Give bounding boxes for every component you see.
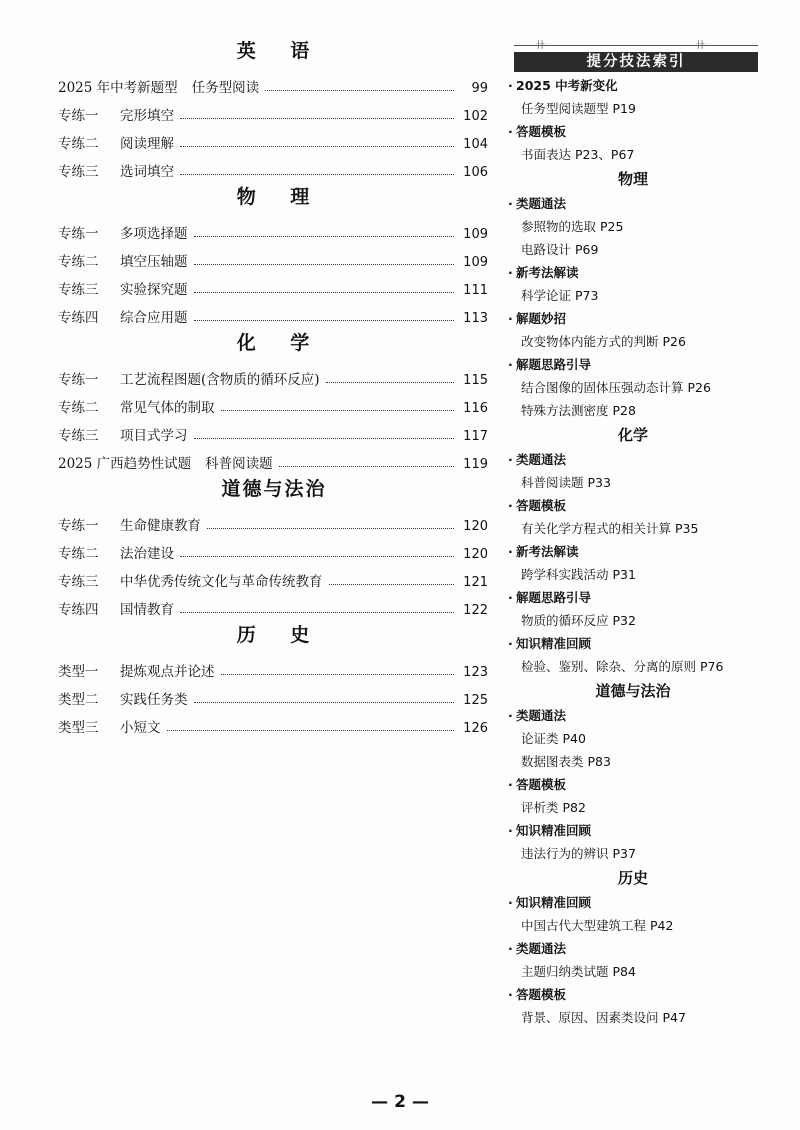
index-category bbox=[508, 494, 758, 517]
dot-leader bbox=[194, 292, 455, 293]
dot-leader bbox=[221, 410, 455, 411]
toc-row[interactable] bbox=[58, 242, 488, 270]
toc-title: 科普阅读题 bbox=[205, 456, 273, 472]
dot-leader bbox=[279, 466, 454, 467]
toc-title: 实践任务类 bbox=[120, 692, 188, 708]
category-label: 解题思路引导 bbox=[516, 590, 592, 605]
toc-page: 113 bbox=[463, 311, 488, 326]
index-item[interactable]: 中国古代大型建筑工程 P42 bbox=[521, 918, 674, 933]
bullet-icon: · bbox=[508, 196, 513, 211]
toc-label: 专练四 bbox=[58, 310, 99, 326]
toc-page: 115 bbox=[463, 373, 488, 388]
index-item[interactable]: 特殊方法测密度 P28 bbox=[521, 403, 636, 418]
toc-title: 常见气体的制取 bbox=[120, 400, 215, 416]
bullet-icon: · bbox=[508, 895, 513, 910]
toc-row[interactable] bbox=[58, 298, 488, 326]
toc-page: 102 bbox=[463, 109, 488, 124]
index-item[interactable]: 主题归纳类试题 P84 bbox=[521, 964, 636, 979]
toc-title: 阅读理解 bbox=[120, 136, 174, 152]
toc-label: 专练二 bbox=[58, 400, 99, 416]
toc-title: 项目式学习 bbox=[120, 428, 188, 444]
index-item[interactable]: 电路设计 P69 bbox=[521, 242, 599, 257]
dot-leader bbox=[221, 674, 455, 675]
category-label: 答题模板 bbox=[516, 987, 567, 1002]
toc-label: 专练一 bbox=[58, 226, 99, 242]
toc-title: 填空压轴题 bbox=[120, 254, 188, 270]
toc-title: 任务型阅读 bbox=[191, 80, 260, 96]
category-label: 答题模板 bbox=[516, 498, 567, 513]
index-category bbox=[508, 632, 758, 655]
category-label: 类题通法 bbox=[516, 196, 567, 211]
dot-leader bbox=[180, 174, 454, 175]
bullet-icon: · bbox=[508, 941, 513, 956]
index-item[interactable]: 有关化学方程式的相关计算 P35 bbox=[521, 521, 699, 536]
toc-label: 专练一 bbox=[58, 108, 99, 124]
toc-title: 中华优秀传统文化与革命传统教育 bbox=[120, 574, 323, 590]
toc-row[interactable] bbox=[58, 124, 488, 152]
bullet-icon: · bbox=[508, 708, 513, 723]
index-item[interactable]: 数据图表类 P83 bbox=[521, 754, 611, 769]
bullet-icon: · bbox=[508, 311, 513, 326]
toc-label: 专练三 bbox=[58, 164, 99, 180]
toc-label: 专练三 bbox=[58, 428, 99, 444]
toc-label: 专练三 bbox=[58, 574, 99, 590]
toc-label: 类型一 bbox=[58, 664, 99, 680]
toc-row[interactable] bbox=[58, 534, 488, 562]
index-groups bbox=[508, 74, 758, 1029]
toc-page: 111 bbox=[463, 283, 488, 298]
index-item[interactable]: 任务型阅读题型 P19 bbox=[521, 101, 636, 116]
category-label: 知识精准回顾 bbox=[516, 895, 592, 910]
bullet-icon: · bbox=[508, 777, 513, 792]
category-label: 解题思路引导 bbox=[516, 357, 592, 372]
section-heading: 道德与法治 bbox=[221, 478, 327, 500]
dot-leader bbox=[326, 382, 454, 383]
index-item[interactable]: 论证类 P40 bbox=[521, 731, 586, 746]
index-category bbox=[508, 120, 758, 143]
banner-deco-right: 卄 bbox=[696, 41, 706, 51]
toc-label: 专练二 bbox=[58, 254, 99, 270]
toc-title: 选词填空 bbox=[120, 164, 174, 180]
toc-row[interactable] bbox=[58, 68, 488, 96]
category-label: 2025 中考新变化 bbox=[516, 78, 618, 93]
category-label: 答题模板 bbox=[516, 777, 567, 792]
toc-title: 小短文 bbox=[120, 720, 161, 736]
toc-row[interactable] bbox=[58, 416, 488, 444]
toc-page: 121 bbox=[463, 575, 488, 590]
dot-leader bbox=[194, 236, 455, 237]
toc-page: 116 bbox=[463, 401, 488, 416]
index-subject: 物理 bbox=[617, 170, 648, 188]
index-subject: 道德与法治 bbox=[595, 682, 671, 700]
index-category bbox=[508, 261, 758, 284]
index-category bbox=[508, 773, 758, 796]
index-item[interactable]: 评析类 P82 bbox=[521, 800, 586, 815]
dot-leader bbox=[207, 528, 454, 529]
category-label: 新考法解读 bbox=[516, 265, 579, 280]
toc-row[interactable] bbox=[58, 360, 488, 388]
toc-row[interactable] bbox=[58, 506, 488, 534]
index-item[interactable]: 改变物体内能方式的判断 P26 bbox=[521, 334, 686, 349]
index-item[interactable]: 结合图像的固体压强动态计算 P26 bbox=[521, 380, 711, 395]
toc-label: 2025 年中考新题型 bbox=[58, 80, 178, 96]
section-heading: 英 语 bbox=[236, 40, 324, 62]
toc-page: 109 bbox=[463, 227, 488, 242]
toc-row[interactable] bbox=[58, 152, 488, 180]
toc-page: 120 bbox=[463, 519, 488, 534]
dot-leader bbox=[180, 118, 454, 119]
index-banner bbox=[508, 34, 758, 74]
toc-row[interactable] bbox=[58, 590, 488, 618]
toc-title: 提炼观点并论述 bbox=[120, 664, 215, 680]
toc-label: 专练二 bbox=[58, 136, 99, 152]
index-item[interactable]: 科普阅读题 P33 bbox=[521, 475, 611, 490]
dot-leader bbox=[194, 702, 455, 703]
index-category bbox=[508, 192, 758, 215]
toc-row[interactable] bbox=[58, 652, 488, 680]
toc-page: 99 bbox=[471, 81, 488, 96]
dot-leader bbox=[180, 146, 454, 147]
toc-row[interactable] bbox=[58, 388, 488, 416]
toc-page: 106 bbox=[463, 165, 488, 180]
contents-list bbox=[58, 34, 488, 736]
category-label: 知识精准回顾 bbox=[516, 823, 592, 838]
index-category bbox=[508, 891, 758, 914]
category-label: 解题妙招 bbox=[516, 311, 567, 326]
dot-leader bbox=[329, 584, 455, 585]
bullet-icon: · bbox=[508, 452, 513, 467]
toc-row[interactable] bbox=[58, 96, 488, 124]
category-label: 知识精准回顾 bbox=[516, 636, 592, 651]
toc-title: 完形填空 bbox=[120, 108, 174, 124]
banner-deco-left: 卄 bbox=[536, 41, 546, 51]
index-category bbox=[508, 540, 758, 563]
index-category bbox=[508, 983, 758, 1006]
bullet-icon: · bbox=[508, 124, 513, 139]
section-heading: 物 理 bbox=[236, 186, 324, 208]
index-item[interactable]: 跨学科实践活动 P31 bbox=[521, 567, 636, 582]
bullet-icon: · bbox=[508, 590, 513, 605]
dot-leader bbox=[194, 264, 455, 265]
toc-label: 类型二 bbox=[58, 692, 99, 708]
toc-page: 122 bbox=[463, 603, 488, 618]
toc-label: 专练二 bbox=[58, 546, 99, 562]
section-heading: 历 史 bbox=[236, 624, 324, 646]
dot-leader bbox=[180, 556, 454, 557]
banner-rule bbox=[514, 45, 758, 46]
index-subject: 化学 bbox=[617, 426, 648, 444]
toc-title: 生命健康教育 bbox=[120, 518, 201, 534]
toc-label: 类型三 bbox=[58, 720, 99, 736]
category-label: 类题通法 bbox=[516, 708, 567, 723]
category-label: 类题通法 bbox=[516, 452, 567, 467]
category-label: 类题通法 bbox=[516, 941, 567, 956]
dot-leader bbox=[194, 320, 455, 321]
toc-row[interactable] bbox=[58, 214, 488, 242]
index-category bbox=[508, 307, 758, 330]
technique-index bbox=[508, 34, 758, 1029]
toc-title: 工艺流程图题(含物质的循环反应) bbox=[120, 372, 320, 388]
toc-row[interactable] bbox=[58, 562, 488, 590]
dot-leader bbox=[265, 90, 454, 91]
index-item[interactable]: 书面表达 P23、P67 bbox=[521, 147, 635, 162]
bullet-icon: · bbox=[508, 78, 513, 93]
page-number: — 2 — bbox=[371, 1092, 429, 1112]
toc-title: 综合应用题 bbox=[120, 310, 188, 326]
toc-page: 117 bbox=[463, 429, 488, 444]
category-label: 答题模板 bbox=[516, 124, 567, 139]
toc-page: 123 bbox=[463, 665, 488, 680]
index-item[interactable]: 科学论证 P73 bbox=[521, 288, 599, 303]
toc-page: 120 bbox=[463, 547, 488, 562]
toc-page: 119 bbox=[463, 457, 488, 472]
bullet-icon: · bbox=[508, 636, 513, 651]
toc-row[interactable] bbox=[58, 708, 488, 736]
bullet-icon: · bbox=[508, 823, 513, 838]
index-category bbox=[508, 353, 758, 376]
toc-row[interactable] bbox=[58, 270, 488, 298]
bullet-icon: · bbox=[508, 987, 513, 1002]
index-subject: 历史 bbox=[617, 869, 648, 887]
toc-row[interactable] bbox=[58, 680, 488, 708]
toc-page: 126 bbox=[463, 721, 488, 736]
index-category bbox=[508, 586, 758, 609]
toc-label: 专练一 bbox=[58, 518, 99, 534]
bullet-icon: · bbox=[508, 357, 513, 372]
dot-leader bbox=[167, 730, 455, 731]
toc-label: 专练四 bbox=[58, 602, 99, 618]
toc-label: 专练三 bbox=[58, 282, 99, 298]
toc-row[interactable] bbox=[58, 444, 488, 472]
toc-page: 109 bbox=[463, 255, 488, 270]
toc-title: 实验探究题 bbox=[120, 282, 188, 298]
bullet-icon: · bbox=[508, 265, 513, 280]
index-category bbox=[508, 74, 758, 97]
index-item[interactable]: 检验、鉴别、除杂、分离的原则 P76 bbox=[521, 659, 724, 674]
toc-title: 多项选择题 bbox=[120, 226, 188, 242]
section-heading: 化 学 bbox=[236, 332, 324, 354]
toc-page: 104 bbox=[463, 137, 488, 152]
index-category bbox=[508, 819, 758, 842]
index-category bbox=[508, 937, 758, 960]
toc-title: 国情教育 bbox=[120, 602, 174, 618]
index-item[interactable]: 违法行为的辨识 P37 bbox=[521, 846, 636, 861]
bullet-icon: · bbox=[508, 498, 513, 513]
index-title: 提分技法索引 bbox=[514, 52, 758, 72]
dot-leader bbox=[194, 438, 455, 439]
toc-label: 2025 广西趋势性试题 bbox=[58, 456, 192, 472]
index-item[interactable]: 参照物的选取 P25 bbox=[521, 219, 624, 234]
category-label: 新考法解读 bbox=[516, 544, 579, 559]
toc-page: 125 bbox=[463, 693, 488, 708]
dot-leader bbox=[180, 612, 454, 613]
index-category bbox=[508, 448, 758, 471]
index-category bbox=[508, 704, 758, 727]
toc-title: 法治建设 bbox=[120, 546, 174, 562]
toc-label: 专练一 bbox=[58, 372, 99, 388]
bullet-icon: · bbox=[508, 544, 513, 559]
index-item[interactable]: 物质的循环反应 P32 bbox=[521, 613, 636, 628]
index-item[interactable]: 背景、原因、因素类设问 P47 bbox=[521, 1010, 686, 1025]
